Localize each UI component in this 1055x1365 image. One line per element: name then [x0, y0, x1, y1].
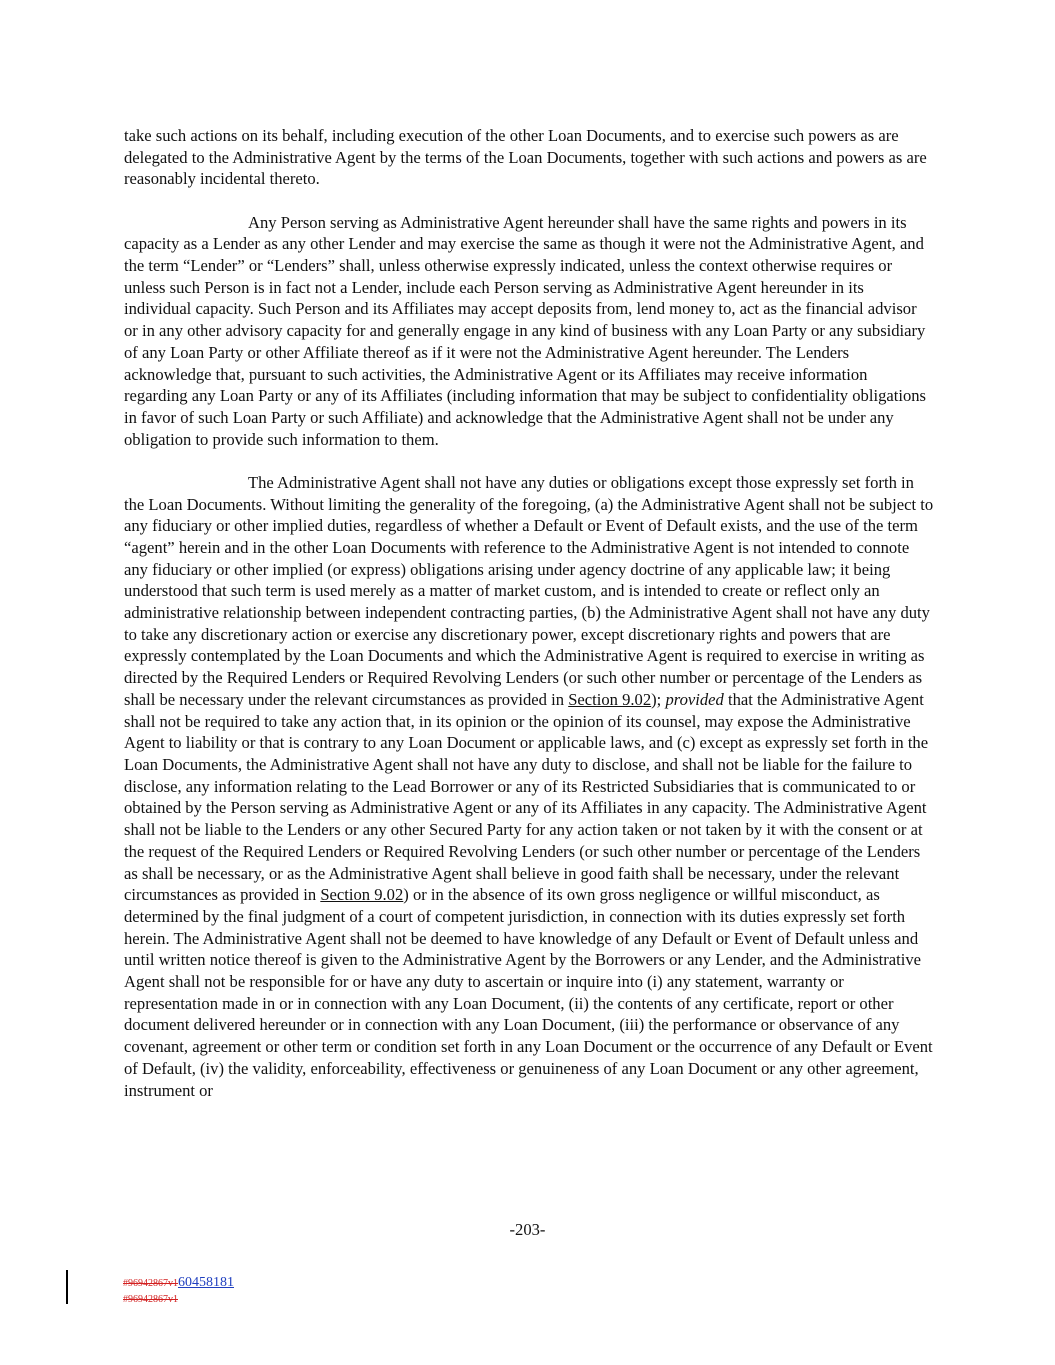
paragraph-3-part-d: ) or in the absence of its own gross negligence or willful misconduct, as determined by the final judgment of a court of competent jurisdiction, in connection with its duties expressly set forth herein. The Administrative Agent shall not be deemed to have knowledge of any Default or Event of Default unless and until written notice thereof is given to the Administrative Agent by the Borrowers or any Lender, and the Administrative Agent shall not be responsible for or have any duty to ascertain or inquire into (i) any statement, warranty or representation made in or in connection with any Loan Document, (ii) the contents of any certificate, report or other document delivered hereunder or in connection with any Loan Document, (iii) the performance or observance of any covenant, agreement or other term or condition set forth in any Loan Document or the occurrence of any Default or Event of Default, (iv) the validity, enforceability, effectiveness or genuineness of any Loan Document or any other agreement, instrument or [124, 885, 933, 1100]
paragraph-1: take such actions on its behalf, including execution of the other Loan Documents, and to exercise such powers as are delegated to the Administrative Agent by the terms of the Loan Documents, together with such actions and powers as are reasonably incidental thereto. [124, 126, 927, 189]
document-body [124, 125, 934, 1123]
paragraph-2: Any Person serving as Administrative Agent hereunder shall have the same rights and powers in its capacity as a Lender as any other Lender and may exercise the same as though it were not the Administrative Agent, and the term “Lender” or “Lenders” shall, unless otherwise expressly indicated, unless the context otherwise requires or unless such Person is in fact not a Lender, include each Person serving as Administrative Agent hereunder in its individual capacity. Such Person and its Affiliates may accept deposits from, lend money to, act as the financial advisor or in any other advisory capacity for and generally engage in any kind of business with any Loan Party or any subsidiary of any Loan Party or other Affiliate thereof as if it were not the Administrative Agent hereunder. The Lenders acknowledge that, pursuant to such activities, the Administrative Agent or its Affiliates may receive information regarding any Loan Party or any of its Affiliates (including information that may be subject to confidentiality obligations in favor of such Loan Party or such Affiliate) and acknowledge that the Administrative Agent shall not be under any obligation to provide such information to them. [124, 212, 927, 449]
section-reference-link: Section 9.02 [320, 885, 404, 905]
paragraph-3-part-b: ); [651, 689, 666, 709]
deleted-document-id-secondary: #96942867v1 [123, 1294, 178, 1305]
deleted-document-id: #96942867v1 [123, 1278, 178, 1289]
page-number: -203- [509, 1220, 546, 1239]
section-reference-link: Section 9.02 [568, 689, 652, 709]
inserted-document-id: 60458181 [178, 1275, 234, 1290]
document-id-footer [123, 1273, 234, 1306]
paragraph-3 [124, 472, 934, 1101]
paragraph-3-part-a: The Administrative Agent shall not have any duties or obligations except those expressly set forth in the Loan Documents. Without limiting the generality of the foregoing, (a) the Administrative Agent shall not be subject to any fiduciary or other implied duties, regardless of whether a Default or Event of Default exists, and the use of the term “agent” herein and in the other Loan Documents with reference to the Administrative Agent is not intended to connote any fiduciary or other implied (or express) obligations arising under agency doctrine of any applicable law; it being understood that such term is used merely as a matter of market custom, and is intended to create or reflect only an administrative relationship between independent contracting parties, (b) the Administrative Agent shall not have any duty to take any discretionary action or exercise any discretionary power, except discretionary rights and powers that are expressly contemplated by the Loan Documents and which the Administrative Agent is required to exercise in writing as directed by the Required Lenders or Required Revolving Lenders (or such other number or percentage of the Lenders as shall be necessary under the relevant circumstances as provided in [124, 472, 934, 709]
revision-change-bar [66, 1270, 68, 1304]
paragraph-3-part-c: that the Administrative Agent shall not be required to take any action that, in its opinion or the opinion of its counsel, may expose the Administrative Agent to liability or that is contrary to any Loan Document or applicable laws, and (c) except as expressly set forth in the Loan Documents, the Administrative Agent shall not have any duty to disclose, and shall not be liable for the failure to disclose, any information relating to the Lead Borrower or any of its Restricted Subsidiaries that is communicated to or obtained by the Person serving as Administrative Agent or any of its Affiliates in any capacity. The Administrative Agent shall not be liable to the Lenders or any other Secured Party for any action taken or not taken by it with the consent or at the request of the Required Lenders or Required Revolving Lenders (or such other number or percentage of the Lenders as shall be necessary, or as the Administrative Agent shall believe in good faith shall be necessary, under the relevant circumstances as provided in [124, 689, 929, 905]
provided-term: provided [665, 689, 724, 709]
